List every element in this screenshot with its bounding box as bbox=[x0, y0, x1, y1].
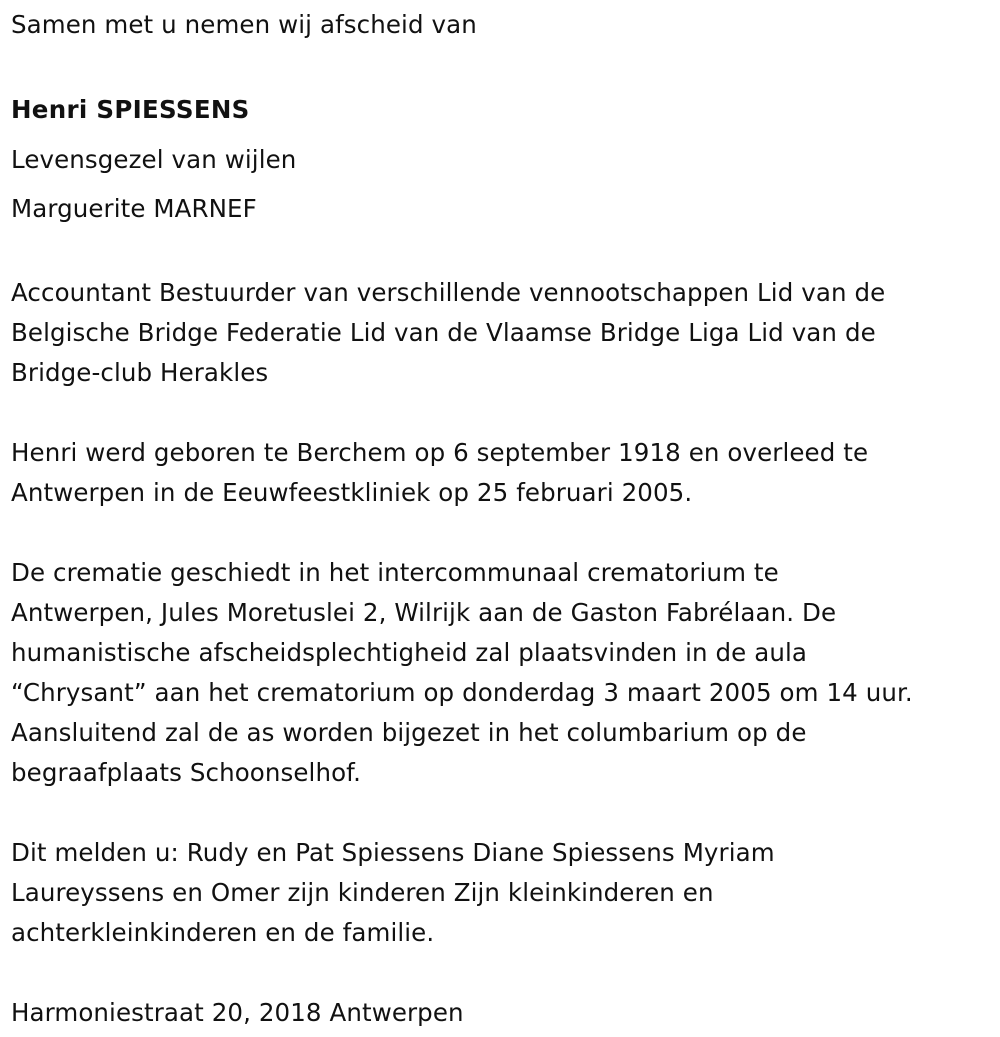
occupation-paragraph bbox=[11, 273, 996, 393]
occupation-line: Belgische Bridge Federatie Lid van de Vlaamse Bridge Liga Lid van de bbox=[11, 318, 876, 347]
family-line: Dit melden u: Rudy en Pat Spiessens Diane Spiessens Myriam bbox=[11, 838, 775, 867]
birth-death-line: Henri werd geboren te Berchem op 6 september 1918 en overleed te bbox=[11, 438, 869, 467]
ceremony-paragraph bbox=[11, 553, 996, 793]
family-line: Laureyssens en Omer zijn kinderen Zijn kleinkinderen en bbox=[11, 878, 714, 907]
ceremony-line: humanistische afscheidsplechtigheid zal plaatsvinden in de aula bbox=[11, 638, 808, 667]
birth-death-line: Antwerpen in de Eeuwfeestkliniek op 25 februari 2005. bbox=[11, 478, 693, 507]
ceremony-line: De crematie geschiedt in het intercommunaal crematorium te bbox=[11, 558, 779, 587]
address-text: Harmoniestraat 20, 2018 Antwerpen bbox=[11, 998, 464, 1027]
occupation-line: Accountant Bestuurder van verschillende vennootschappen Lid van de bbox=[11, 278, 886, 307]
ceremony-line: Aansluitend zal de as worden bijgezet in het columbarium op de bbox=[11, 718, 807, 747]
birth-death-paragraph bbox=[11, 433, 996, 513]
ceremony-line: “Chrysant” aan het crematorium op donderdag 3 maart 2005 om 14 uur. bbox=[11, 678, 913, 707]
ceremony-line: Antwerpen, Jules Moretuslei 2, Wilrijk aan de Gaston Fabrélaan. De bbox=[11, 598, 837, 627]
family-paragraph bbox=[11, 833, 996, 953]
deceased-name: Henri SPIESSENS bbox=[11, 95, 250, 124]
occupation-line: Bridge-club Herakles bbox=[11, 358, 269, 387]
partner-line: Levensgezel van wijlen bbox=[11, 145, 297, 174]
intro-text: Samen met u nemen wij afscheid van bbox=[11, 10, 477, 39]
partner-paragraph bbox=[11, 135, 996, 233]
partner-line: Marguerite MARNEF bbox=[11, 194, 257, 223]
ceremony-line: begraafplaats Schoonselhof. bbox=[11, 758, 361, 787]
family-line: achterkleinkinderen en de familie. bbox=[11, 918, 435, 947]
obituary-notice bbox=[11, 0, 996, 1033]
